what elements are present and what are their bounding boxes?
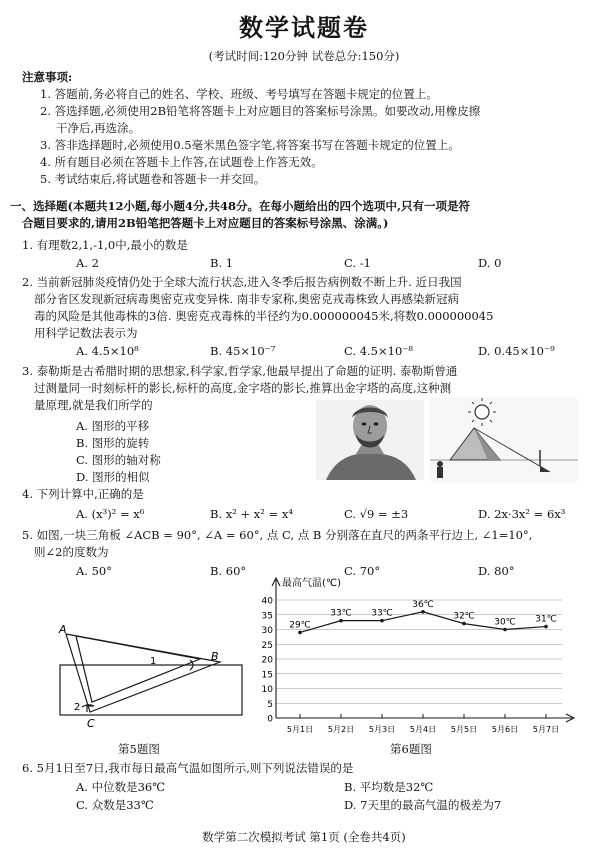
data-point xyxy=(380,619,384,623)
data-label: 30℃ xyxy=(494,617,516,628)
note-line: 干净后,再选涂。 xyxy=(56,121,141,135)
q5-figure xyxy=(50,620,250,742)
q4-option-a: A. (x³)² = x⁶ xyxy=(76,507,145,521)
q1-option-d: D. 0 xyxy=(478,256,502,270)
notes-heading: 注意事项: xyxy=(22,70,73,84)
data-point xyxy=(298,631,302,635)
label-c: C xyxy=(87,717,95,730)
note-line: 4. 所有题目必须在答题卡上作答,在试题卷上作答无效。 xyxy=(40,155,323,169)
thales-portrait-image xyxy=(316,400,424,480)
data-point xyxy=(503,628,507,632)
data-label: 36℃ xyxy=(412,599,434,610)
q5-figure-caption: 第5题图 xyxy=(118,742,160,756)
y-axis-label: 最高气温(℃) xyxy=(282,578,342,589)
q4-option-b: B. x² + x² = x⁴ xyxy=(210,507,293,521)
x-tick-label: 5月5日 xyxy=(450,725,478,734)
pyramid-shadow-image xyxy=(430,398,578,482)
q4-stem: 4. 下列计算中,正确的是 xyxy=(22,487,144,501)
q5-option-a: A. 50° xyxy=(76,564,112,578)
data-label: 31℃ xyxy=(535,614,557,625)
section-heading: 一、选择题(本题共12小题,每小题4分,共48分。在每小题给出的四个选项中,只有一项是符 xyxy=(10,199,470,213)
data-point xyxy=(544,625,548,629)
data-label: 29℃ xyxy=(289,620,311,631)
data-label: 32℃ xyxy=(453,611,475,622)
q2-option-c: C. 4.5×10⁻⁸ xyxy=(344,344,413,358)
q6-option-c: C. 众数是33℃ xyxy=(76,798,154,812)
q1-option-b: B. 1 xyxy=(210,256,234,270)
data-point xyxy=(462,622,466,626)
q3-option-b: B. 图形的旋转 xyxy=(76,436,150,450)
data-point xyxy=(339,619,343,623)
x-tick-label: 5月3日 xyxy=(368,725,396,734)
page-title: 数学试题卷 xyxy=(239,13,369,42)
q5-option-b: B. 60° xyxy=(210,564,247,578)
q4-option-c: C. √9 = ±3 xyxy=(344,507,409,521)
angle-2-label: 2 xyxy=(74,702,81,713)
label-a: A xyxy=(59,623,67,636)
y-tick-label: 30 xyxy=(262,626,273,636)
page-footer: 数学第二次模拟考试 第1页 (全卷共4页) xyxy=(202,830,406,844)
q3-option-d: D. 图形的相似 xyxy=(76,470,150,484)
section-heading-cont: 合题目要求的,请用2B铅笔把答题卡上对应题目的答案标号涂黑、涂满。) xyxy=(22,216,389,230)
triangle-inner-edge xyxy=(76,636,200,702)
q3-line: 3. 泰勒斯是古希腊时期的思想家,科学家,哲学家,他最早提出了命题的证明. 泰勒斯曾通 xyxy=(22,364,458,378)
y-tick-label: 20 xyxy=(262,655,273,666)
y-tick-label: 35 xyxy=(262,611,273,622)
q3-option-c: C. 图形的轴对称 xyxy=(76,453,161,467)
x-tick-label: 5月4日 xyxy=(409,725,437,734)
note-line: 1. 答题前,务必将自己的姓名、学校、班级、考号填写在答题卡规定的位置上。 xyxy=(40,87,438,101)
data-label: 33℃ xyxy=(330,608,352,619)
label-b: B xyxy=(211,650,219,663)
q3-line: 量原理,就是我们所学的 xyxy=(34,398,153,412)
angle-1-label: 1 xyxy=(150,656,157,667)
q6-option-b: B. 平均数是32℃ xyxy=(344,780,434,794)
y-tick-label: 0 xyxy=(267,714,273,725)
data-point xyxy=(421,610,425,614)
q4-option-d: D. 2x·3x² = 6x³ xyxy=(478,507,566,521)
y-tick-label: 25 xyxy=(262,640,273,651)
q2-option-d: D. 0.45×10⁻⁹ xyxy=(478,344,555,358)
y-tick-label: 10 xyxy=(262,685,273,695)
q2-option-b: B. 45×10⁻⁷ xyxy=(210,344,276,358)
x-tick-label: 5月1日 xyxy=(286,725,314,734)
triangle-abc xyxy=(66,634,220,712)
q5-line: 5. 如图,一块三角板 ∠ACB = 90°, ∠A = 60°, 点 C, 点 B 分别落在直尺的两条平行边上, ∠1=10°, xyxy=(22,528,533,542)
q5-option-c: C. 70° xyxy=(344,564,381,578)
note-line: 5. 考试结束后,将试题卷和答题卡一并交回。 xyxy=(40,172,266,186)
q2-line: 部分省区发现新冠病毒奥密克戎变异株. 南非专家称,奥密克戎毒株致人再感染新冠病 xyxy=(34,292,459,306)
x-tick-label: 5月2日 xyxy=(327,725,355,734)
note-line: 3. 答非选择题时,必须使用0.5毫米黑色签字笔,将答案书写在答题卡规定的位置上。 xyxy=(40,138,460,152)
exam-info: (考试时间:120分钟 试卷总分:150分) xyxy=(208,49,400,63)
x-tick-label: 5月6日 xyxy=(491,725,519,734)
x-tick-label: 5月7日 xyxy=(532,725,560,734)
y-tick-label: 15 xyxy=(262,670,273,681)
q5-line: 则∠2的度数为 xyxy=(34,545,109,559)
q6-option-a: A. 中位数是36℃ xyxy=(76,780,166,794)
q3-option-a: A. 图形的平移 xyxy=(76,419,150,433)
y-tick-label: 5 xyxy=(267,699,273,710)
q6-line-chart xyxy=(262,574,580,744)
q1-stem: 1. 有理数2,1,-1,0中,最小的数是 xyxy=(22,238,188,252)
q2-line: 2. 当前新冠肺炎疫情仍处于全球大流行状态,进入冬季后报告病例数不断上升. 近日我国 xyxy=(22,275,462,289)
q5-option-d: D. 80° xyxy=(478,564,515,578)
note-line: 2. 答选择题,必须使用2B铅笔将答题卡上对应题目的答案标号涂黑。如要改动,用橡皮擦 xyxy=(40,104,481,118)
q6-option-d: D. 7天里的最高气温的极差为7 xyxy=(344,798,502,812)
q6-stem: 6. 5月1日至7日,我市每日最高气温如图所示,则下列说法错误的是 xyxy=(22,761,354,775)
q1-option-c: C. -1 xyxy=(344,256,371,270)
q3-line: 过测量同一时刻标杆的影长,标杆的高度,金字塔的影长,推算出金字塔的高度,这种测 xyxy=(34,381,452,395)
q2-line: 毒的风险是其他毒株的3倍. 奥密克戎毒株的半径约为0.000000045米,将数0.000000045 xyxy=(34,309,494,323)
q6-figure-caption: 第6题图 xyxy=(390,742,432,756)
q1-option-a: A. 2 xyxy=(76,256,99,270)
data-label: 33℃ xyxy=(371,608,393,619)
y-tick-label: 40 xyxy=(262,596,273,607)
q2-line: 用科学记数法表示为 xyxy=(34,326,138,340)
q2-option-a: A. 4.5×10⁸ xyxy=(76,344,139,358)
